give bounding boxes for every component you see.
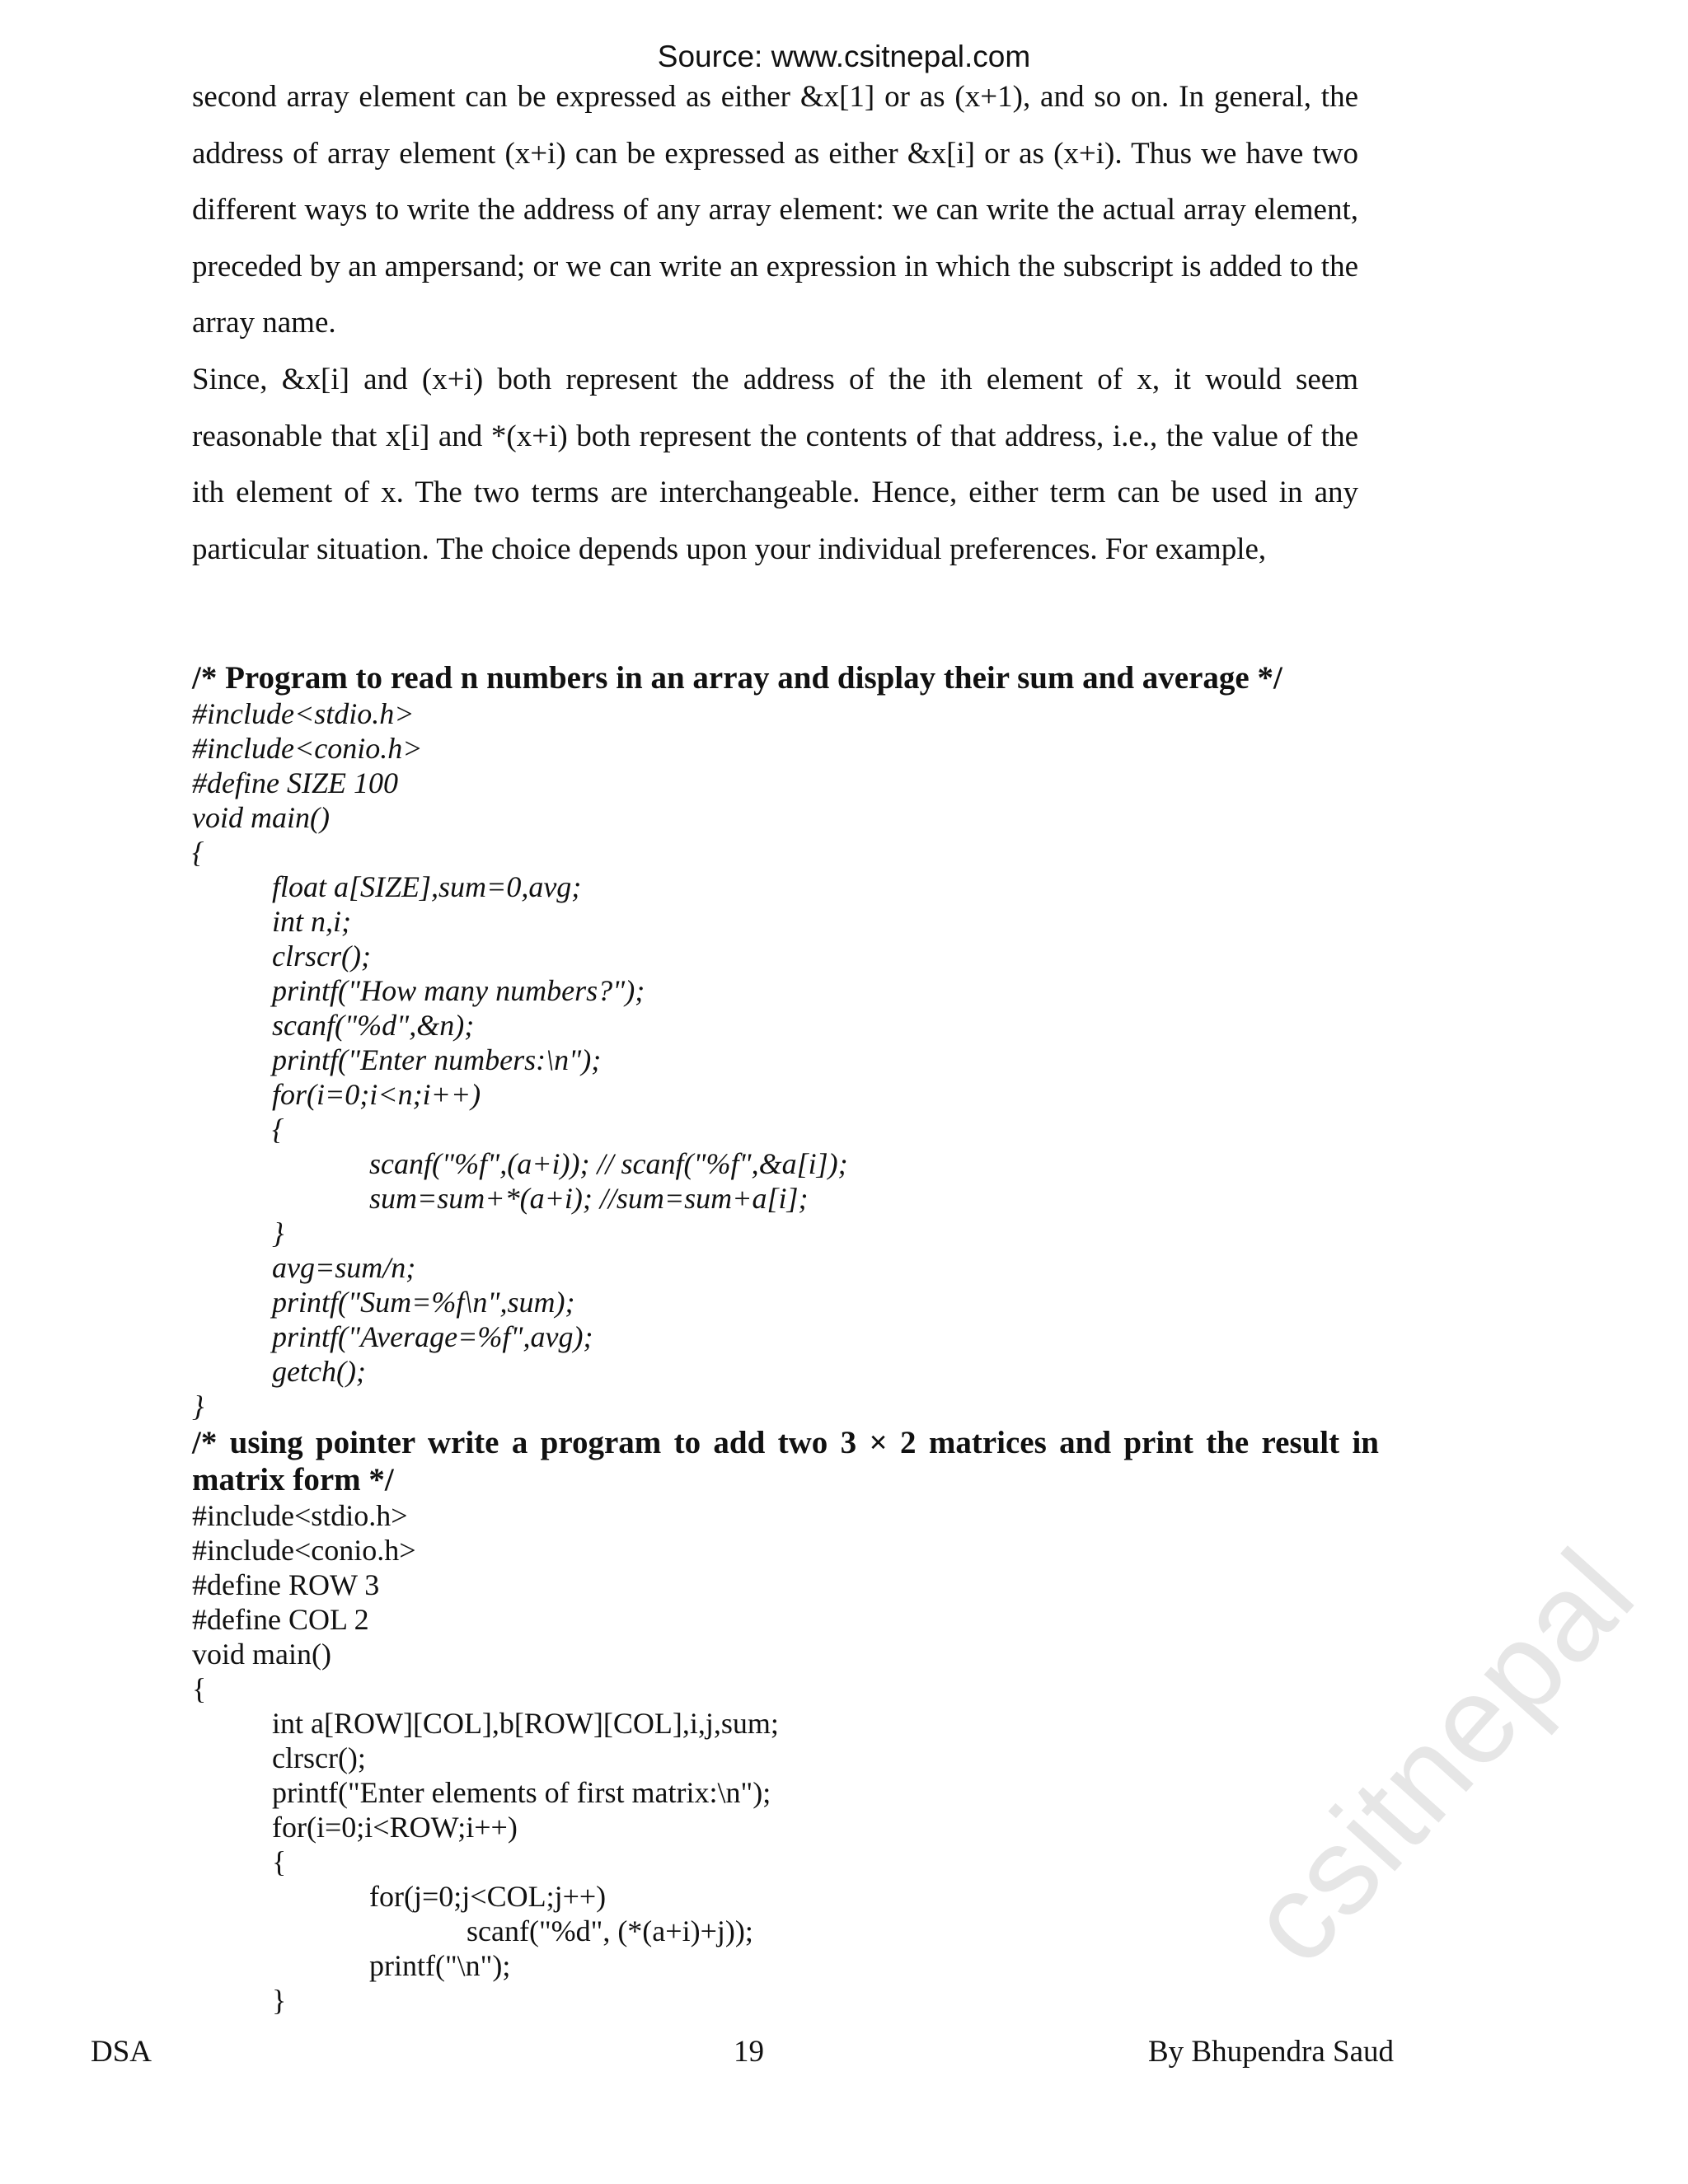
code-line: for(i=0;i<n;i++): [272, 1078, 481, 1111]
program-2-heading: /* using pointer write a program to add two 3 × 2 matrices and print the result in matrix form */: [192, 1425, 1379, 1497]
program-2: [192, 1424, 1379, 2018]
code-line: void main(): [192, 801, 330, 834]
code-line: #include<conio.h>: [192, 732, 423, 765]
code-line: float a[SIZE],sum=0,avg;: [272, 870, 582, 903]
program-1-code: [192, 696, 1379, 1423]
program-1: [192, 659, 1379, 1423]
code-line: #include<conio.h>: [192, 1534, 416, 1567]
code-line: #define ROW 3: [192, 1568, 380, 1601]
code-line: {: [272, 1845, 287, 1878]
code-line: avg=sum/n;: [272, 1251, 416, 1284]
code-line: #define COL 2: [192, 1603, 369, 1636]
page-number: 19: [734, 2035, 764, 2069]
code-line: int a[ROW][COL],b[ROW][COL],i,j,sum;: [272, 1707, 779, 1740]
code-line: scanf("%d", (*(a+i)+j));: [467, 1915, 753, 1947]
intro-paragraph-1: second array element can be expressed as either &x[1] or as (x+1), and so on. In general, the address of array element (x+i) can be expressed as either &x[i] or as (x+i). Thus we have two different ways to write the address of any array element: we can write the actual array element, preceded by an ampersand; or we can write an expression in which the subscript is added to the array name.: [192, 80, 1358, 340]
code-line: #include<stdio.h>: [192, 1499, 408, 1532]
code-line: clrscr();: [272, 940, 371, 972]
code-line: int n,i;: [272, 905, 351, 938]
code-line: scanf("%f",(a+i)); // scanf("%f",&a[i]);: [369, 1147, 848, 1180]
code-line: printf("Average=%f",avg);: [272, 1320, 593, 1353]
code-line: }: [272, 1984, 287, 2017]
footer-left: DSA: [91, 2035, 152, 2069]
code-line: void main(): [192, 1638, 331, 1671]
code-line: sum=sum+*(a+i); //sum=sum+a[i];: [369, 1182, 809, 1215]
code-line: printf("Enter elements of first matrix:\n");: [272, 1776, 771, 1809]
watermark: csitnepal: [1221, 1522, 1661, 1990]
code-line: for(j=0;j<COL;j++): [369, 1880, 607, 1913]
program-1-heading: /* Program to read n numbers in an array and display their sum and average */: [192, 660, 1282, 696]
code-line: #define SIZE 100: [192, 766, 398, 799]
code-line: {: [192, 836, 204, 869]
code-line: #include<stdio.h>: [192, 697, 415, 730]
code-line: {: [272, 1113, 284, 1146]
intro-paragraph-2: Since, &x[i] and (x+i) both represent the address of the ith element of x, it would seem reasonable that x[i] and *(x+i) both represent the contents of that address, i.e., the value of the ith element of x. The two terms are interchangeable. Hence, either term can be used in any particular situation. The choice depends upon your individual preferences. For example,: [192, 363, 1358, 566]
source-header: Source: www.csitnepal.com: [657, 40, 1031, 73]
code-line: }: [272, 1216, 284, 1249]
code-line: scanf("%d",&n);: [272, 1009, 475, 1042]
code-line: for(i=0;i<ROW;i++): [272, 1811, 518, 1844]
code-line: clrscr();: [272, 1741, 366, 1774]
footer-author: By Bhupendra Saud: [1148, 2035, 1395, 2069]
code-line: printf("Enter numbers:\n");: [272, 1043, 602, 1076]
program-2-code: [192, 1498, 1379, 2018]
code-line: getch();: [272, 1355, 366, 1388]
code-line: printf("Sum=%f\n",sum);: [272, 1286, 575, 1319]
code-line: printf("How many numbers?");: [272, 974, 645, 1007]
code-line: }: [192, 1390, 204, 1422]
code-line: {: [192, 1672, 207, 1705]
code-line: printf("\n");: [369, 1949, 511, 1982]
